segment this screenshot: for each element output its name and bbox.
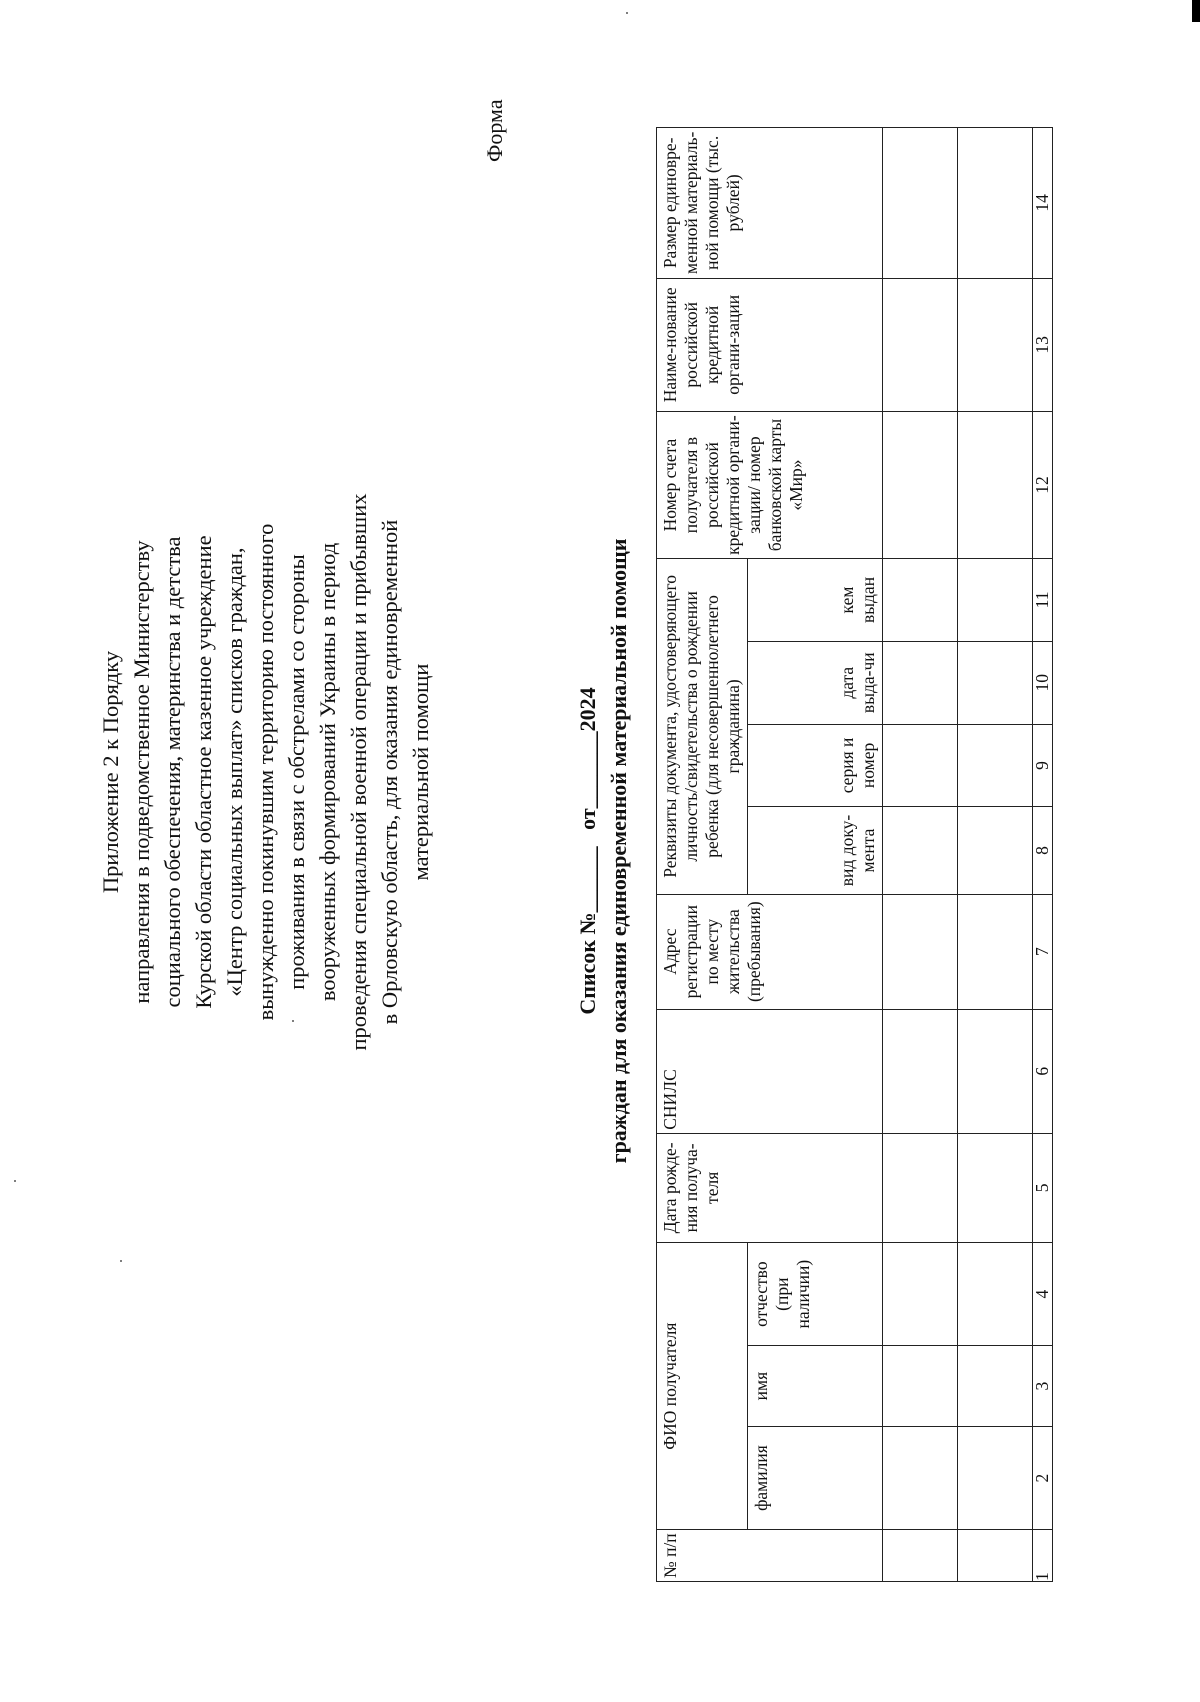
column-number: 12 bbox=[1033, 411, 1053, 558]
list-title-line1 bbox=[572, 0, 603, 1702]
table-cell bbox=[958, 641, 1033, 724]
appendix-line: материальной помощи bbox=[408, 663, 433, 881]
appendix-line: Курской области областное казенное учреждение bbox=[191, 535, 216, 1009]
table-cell bbox=[958, 1426, 1033, 1529]
column-number: 13 bbox=[1033, 278, 1053, 411]
table-cell bbox=[883, 1530, 958, 1582]
table-cell bbox=[958, 807, 1033, 894]
column-number: 3 bbox=[1033, 1346, 1053, 1426]
table-cell bbox=[883, 1426, 958, 1529]
column-number: 7 bbox=[1033, 894, 1053, 1009]
table-cell bbox=[958, 559, 1033, 642]
column-number: 6 bbox=[1033, 1009, 1053, 1133]
table-cell bbox=[883, 1346, 958, 1426]
table-cell bbox=[958, 724, 1033, 807]
table-header-row bbox=[657, 128, 748, 1582]
form-label: Форма bbox=[482, 99, 507, 162]
column-number-row bbox=[1033, 128, 1053, 1582]
column-number: 1 bbox=[1033, 1530, 1053, 1582]
scan-edge-mark bbox=[1192, 0, 1200, 22]
table-cell bbox=[958, 894, 1033, 1009]
table-cell bbox=[958, 1530, 1033, 1582]
appendix-line: «Центр социальных выплат» списков граждан, bbox=[222, 547, 247, 997]
table-cell bbox=[883, 278, 958, 411]
column-number: 8 bbox=[1033, 807, 1053, 894]
column-number: 11 bbox=[1033, 559, 1053, 642]
table-cell bbox=[883, 1133, 958, 1242]
appendix-line: Приложение 2 к Порядку bbox=[98, 650, 123, 894]
header-num: № п/п bbox=[657, 1530, 883, 1582]
table-row bbox=[883, 128, 958, 1582]
scan-speck bbox=[292, 1020, 294, 1022]
table-cell bbox=[883, 807, 958, 894]
header-account: Номер счета получателя в российской кредитной органи-зации/ номер банковской карты «Мир» bbox=[657, 411, 883, 558]
table-cell bbox=[883, 128, 958, 279]
appendix-line: вынужденно покинувшим территорию постоянного bbox=[253, 523, 278, 1021]
header-doc-date: дата выда-чи bbox=[748, 641, 883, 724]
header-snils: СНИЛС bbox=[657, 1009, 883, 1133]
table-cell bbox=[958, 278, 1033, 411]
scan-speck bbox=[120, 1260, 122, 1262]
list-title bbox=[572, 0, 634, 1702]
table-cell bbox=[958, 1133, 1033, 1242]
recipients-table bbox=[656, 127, 1053, 1582]
list-date-from: от bbox=[575, 808, 600, 830]
table-cell bbox=[958, 1009, 1033, 1133]
list-title-line2: граждан для оказания единовременной материальной помощи bbox=[606, 538, 631, 1164]
scan-speck bbox=[626, 12, 628, 14]
table-cell bbox=[958, 1242, 1033, 1345]
list-year: 2024 bbox=[575, 687, 600, 732]
header-patronymic: отчество (при наличии) bbox=[748, 1242, 883, 1345]
header-name: имя bbox=[748, 1346, 883, 1426]
table-cell bbox=[883, 724, 958, 807]
table-cell bbox=[883, 641, 958, 724]
appendix-line: проживания в связи с обстрелами со стороны bbox=[284, 554, 309, 990]
column-number: 10 bbox=[1033, 641, 1053, 724]
appendix-line: социального обеспечения, материнства и детства bbox=[160, 536, 185, 1008]
header-bank: Наиме-нование российской кредитной органи-зации bbox=[657, 278, 883, 411]
header-birth-date: Дата рожде-ния получа-теля bbox=[657, 1133, 883, 1242]
header-amount: Размер единовре-менной материаль-ной помощи (тыс. рублей) bbox=[657, 128, 883, 279]
appendix-line: направления в подведомственное Министерству bbox=[129, 540, 154, 1004]
table-cell bbox=[958, 411, 1033, 558]
header-doc-type: вид доку-мента bbox=[748, 807, 883, 894]
header-doc-group: Реквизиты документа, удостоверяющего личность/свидетельства о рождении ребенка (для несовершеннолетнего гражданина) bbox=[657, 559, 748, 895]
table-cell bbox=[883, 411, 958, 558]
appendix-line: в Орловскую область, для оказания единовременной bbox=[377, 519, 402, 1025]
column-number: 4 bbox=[1033, 1242, 1053, 1345]
header-fio-group: ФИО получателя bbox=[657, 1242, 748, 1529]
table-cell bbox=[883, 1242, 958, 1345]
appendix-line: проведения специальной военной операции и прибывших bbox=[346, 493, 371, 1051]
table-row bbox=[958, 128, 1033, 1582]
list-number-prefix: Список № bbox=[575, 912, 600, 1015]
header-doc-series: серия и номер bbox=[748, 724, 883, 807]
appendix-header bbox=[95, 92, 436, 1452]
list-number-blank: ______ bbox=[575, 846, 600, 913]
table-cell bbox=[958, 128, 1033, 279]
column-number: 9 bbox=[1033, 724, 1053, 807]
header-address: Адрес регистрации по месту жительства (пребывания) bbox=[657, 894, 883, 1009]
header-doc-issuer: кем выдан bbox=[748, 559, 883, 642]
table-cell bbox=[883, 559, 958, 642]
column-number: 14 bbox=[1033, 128, 1053, 279]
column-number: 5 bbox=[1033, 1133, 1053, 1242]
appendix-line: вооруженных формирований Украины в период bbox=[315, 542, 340, 1002]
table-cell bbox=[883, 1009, 958, 1133]
header-surname: фамилия bbox=[748, 1426, 883, 1529]
list-date-blank: _______ bbox=[575, 731, 600, 809]
column-number: 2 bbox=[1033, 1426, 1053, 1529]
table-cell bbox=[958, 1346, 1033, 1426]
table-cell bbox=[883, 894, 958, 1009]
scan-speck bbox=[14, 1180, 16, 1182]
